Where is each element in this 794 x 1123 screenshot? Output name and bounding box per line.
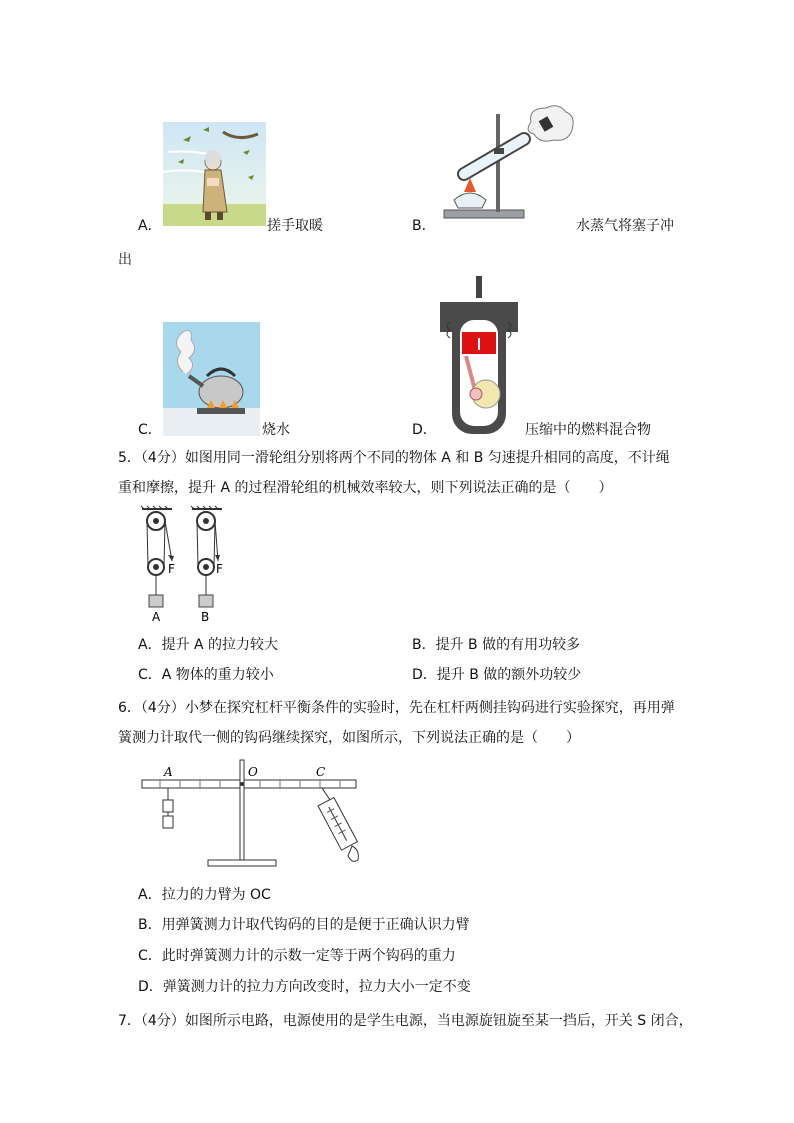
q5-pulley-figure <box>138 505 238 625</box>
q4-option-b-caption-cont: 出 <box>118 252 132 268</box>
q6-option-a: A．拉力的力臂为 OC <box>138 887 271 903</box>
q5-force-label-left: F <box>168 562 175 576</box>
q4-option-b-letter: B． <box>412 218 436 234</box>
q5-label-a: A <box>152 610 161 624</box>
q4-option-a-image <box>163 122 266 226</box>
q6-label-o: O <box>248 765 258 779</box>
q4-option-b-image <box>436 104 576 226</box>
q4-option-c-letter: C． <box>138 422 162 438</box>
q6-lever-figure <box>140 758 370 873</box>
q5-stem-line1: 5．（4分）如图用同一滑轮组分别将两个不同的物体 A 和 B 匀速提升相同的高度，不计绳 <box>118 450 670 466</box>
q5-stem-line2: 重和摩擦，提升 A 的过程滑轮组的机械效率较大，则下列说法正确的是（ ） <box>118 480 613 496</box>
q4-option-a-letter: A． <box>138 218 162 234</box>
q6-label-a: A <box>164 765 173 779</box>
q4-option-d-image <box>436 276 522 436</box>
q4-option-d-caption: 压缩中的燃料混合物 <box>525 422 651 438</box>
q6-stem-line2: 簧测力计取代一侧的钩码继续探究，如图所示，下列说法正确的是（ ） <box>118 730 580 746</box>
q4-option-c-caption: 烧水 <box>262 422 290 438</box>
q4-option-c-image <box>163 322 260 436</box>
q5-option-d: D．提升 B 做的额外功较少 <box>412 667 582 683</box>
q6-option-d: D．弹簧测力计的拉力方向改变时，拉力大小一定不变 <box>138 979 471 995</box>
q5-option-c: C．A 物体的重力较小 <box>138 667 274 683</box>
q6-stem-line1: 6．（4分）小梦在探究杠杆平衡条件的实验时，先在杠杆两侧挂钩码进行实验探究，再用弹 <box>118 700 675 716</box>
q7-stem-line1: 7．（4分）如图所示电路，电源使用的是学生电源，当电源旋钮旋至某一挡后，开关 S 闭合， <box>118 1013 693 1029</box>
q6-option-b: B．用弹簧测力计取代钩码的目的是便于正确认识力臂 <box>138 917 470 933</box>
q5-force-label-right: F <box>216 562 223 576</box>
q4-option-a-caption: 搓手取暖 <box>267 218 323 234</box>
q4-option-b-caption: 水蒸气将塞子冲 <box>576 218 674 234</box>
q5-option-a: A．提升 A 的拉力较大 <box>138 637 279 653</box>
q5-option-b: B．提升 B 做的有用功较多 <box>412 637 581 653</box>
q6-label-c: C <box>316 765 326 779</box>
q6-option-c: C．此时弹簧测力计的示数一定等于两个钩码的重力 <box>138 948 456 964</box>
q4-option-d-letter: D． <box>412 422 437 438</box>
q5-label-b: B <box>201 610 210 624</box>
